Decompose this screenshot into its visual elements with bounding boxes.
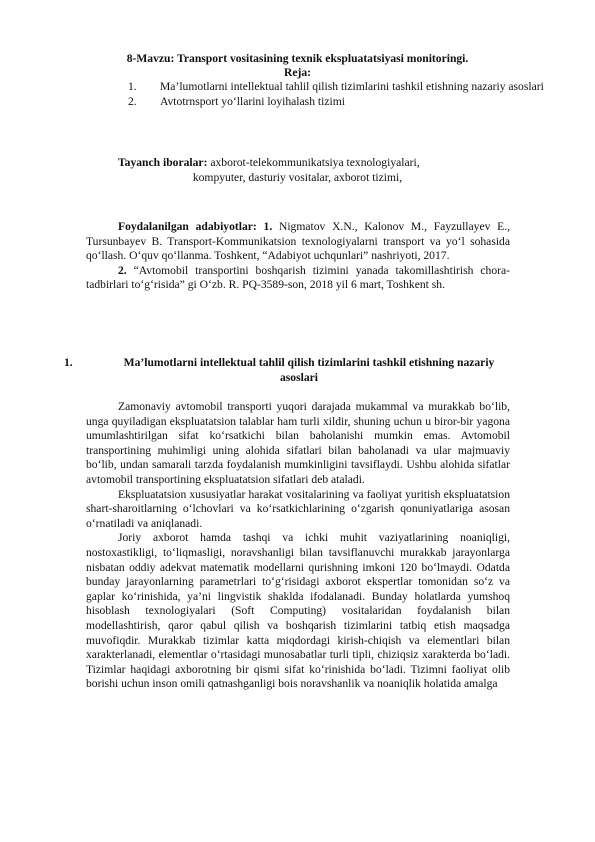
body-paragraph: Joriy axborot hamda tashqi va ichki muhit vaziyatlarining noaniqligi, nostoxastikligi, to‘liqmasligi, noravshanligi bilan tavsiflanuvchi murakkab jarayonlarga nisbatan oddiy adekvat matematik modellarni qurishning imkoni 120 bo‘lmaydi. Odatda bunday jarayonlarning parametrlari to‘g‘risidagi axborot ekspertlar tomonidan so‘z va gaplar ko‘rinishida, ya’ni lingvistik shaklda ifodalanadi. Bunday holatlarda yumshoq hisoblash texnologiyalari (Soft Computing) vositalaridan foydalanish bilan modellashtirish, qaror qabul qilish va boshqarish tizimlarini tatbiq etish maqsadga muvofiqdir. Murakkab tizimlar katta miqdordagi kirish-chiqish va elementlari bilan xarakterlanadi, elementlar o‘rtasidagi munosabatlar turli tipli, chiziqsiz xarakterda bo‘ladi. Tizimlar haqidagi axborotning bir qismi sifat ko‘rinishida bo‘ladi. Tizimni faoliyat olib borishi uchun inson omili qatnashganligi bois noravshanlik va noaniqlik holatida amalga: [86, 531, 510, 691]
body-paragraph: Ekspluatatsion xususiyatlar harakat vositalarining va faoliyat yuritish ekspluatatsion shart-sharoitlarning o‘lchovlari va ko‘rsatkichlarining o‘zgarish qonuniyatlariga asosan o‘rnatiladi va aniqlanadi.: [86, 487, 510, 530]
keywords-line-2: kompyuter, dasturiy vositalar, axborot tizimi,: [192, 171, 403, 184]
literature-item-number: 2.: [118, 263, 127, 277]
literature-item-2: [86, 264, 510, 293]
body-paragraph: Zamonaviy avtomobil transporti yuqori darajada mukammal va murakkab bo‘lib, unga quyiladigan ekspluatatsion talablar ham turli xildir, shuning uchun u biror-bir yagona umumlashtirilgan sifat ko‘rsatkichi bilan baholanishi mumkin emas. Avtomobil transportining muhimligi uning alohida sifatlari bilan baholanadi va ular majmuaviy bo‘lib, undan samarali tarzda foydalanish mumkinligini tavsiflaydi. Ushbu alohida sifatlar avtomobil transportining ekspluatatsion sifatlari deb ataladi.: [86, 400, 510, 486]
keywords-line-1: [118, 156, 538, 171]
plan-heading: Reja:: [283, 66, 312, 79]
section-heading: [64, 356, 534, 385]
plan-item-1: [128, 80, 548, 95]
section-heading-line-1: [64, 356, 534, 371]
literature-item-text: “Avtomobil transportini boshqarish tizimini yanada takomillashtirish chora-tadbirlari to‘g‘risida” gi O‘zb. R. PQ-3589-son, 2018 yil 6 mart, Toshkent sh.: [86, 263, 510, 292]
plan-list: [128, 80, 548, 109]
literature-item-text: Nigmatov X.N., Kalonov M., Fayzullayev E., Tursunbayev B. Transport-Kommunikatsion texnologiyalarni transport va yo‘l sohasida qo‘llash. O‘quv qo‘llanma. Toshkent, “Adabiyot uchqunlari” nashriyoti, 2017.: [86, 220, 510, 263]
section-number: 1.: [64, 356, 73, 369]
literature-block: [86, 220, 510, 293]
plan-item-text: Avtotrnsport yo‘llarini loyihalash tizimi: [160, 94, 345, 108]
section-body: [86, 400, 510, 692]
keywords-label: Tayanch iboralar:: [118, 156, 208, 169]
plan-item-text: Ma’lumotlarni intellektual tahlil qilish tizimlarini tashkil etishning nazariy asoslari: [160, 80, 544, 93]
section-heading-line-2: asoslari: [279, 370, 318, 384]
plan-item-2: [128, 95, 548, 110]
literature-label: Foydalanilgan adabiyotlar:: [118, 220, 257, 233]
literature-item-number: 1.: [256, 220, 273, 233]
page-title: 8-Mavzu: Transport vositasining texnik ekspluatatsiyasi monitoringi.: [126, 52, 469, 65]
section-heading-text: Ma’lumotlarni intellektual tahlil qilish tizimlarini tashkil etishning nazariy: [123, 356, 495, 369]
keywords-text-1: axborot-telekommunikatsiya texnologiyalari,: [207, 156, 420, 169]
plan-item-number: 2.: [128, 94, 137, 108]
literature-item-1: [86, 220, 510, 264]
plan-item-number: 1.: [128, 80, 137, 93]
